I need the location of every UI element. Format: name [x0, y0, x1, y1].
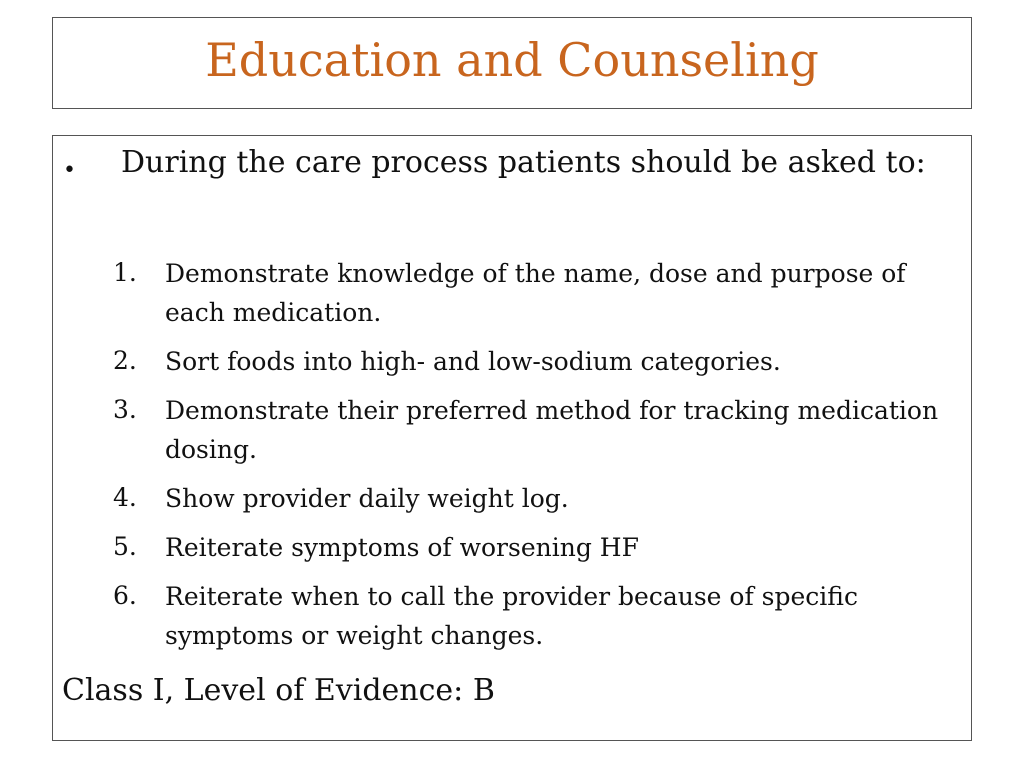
list-item-number: 2.: [113, 346, 137, 375]
content-box: [52, 135, 972, 741]
bullet-icon: •: [63, 158, 76, 183]
list-item: [53, 254, 971, 332]
slide-title: Education and Counseling: [205, 33, 819, 87]
list-item-text: Sort foods into high- and low-sodium categories.: [165, 347, 781, 376]
lead-text: During the care process patients should be asked to:: [121, 145, 926, 180]
list-item: [53, 577, 971, 655]
list-item-number: 5.: [113, 532, 137, 561]
numbered-list: [53, 254, 971, 665]
list-item: [53, 391, 971, 469]
lead-paragraph: [53, 144, 971, 182]
list-item-number: 6.: [113, 581, 137, 610]
list-item: [53, 479, 971, 518]
list-item-text: Demonstrate knowledge of the name, dose and purpose of each medication.: [165, 259, 906, 327]
list-item-number: 4.: [113, 483, 137, 512]
list-item-number: 3.: [113, 395, 137, 424]
list-item-text: Demonstrate their preferred method for tracking medication dosing.: [165, 396, 939, 464]
list-item: [53, 342, 971, 381]
title-box: [52, 17, 972, 109]
evidence-class-line: Class I, Level of Evidence: B: [62, 673, 495, 708]
list-item-text: Reiterate when to call the provider because of specific symptoms or weight changes.: [165, 582, 858, 650]
list-item-number: 1.: [113, 258, 137, 287]
list-item: [53, 528, 971, 567]
list-item-text: Reiterate symptoms of worsening HF: [165, 533, 639, 562]
list-item-text: Show provider daily weight log.: [165, 484, 569, 513]
